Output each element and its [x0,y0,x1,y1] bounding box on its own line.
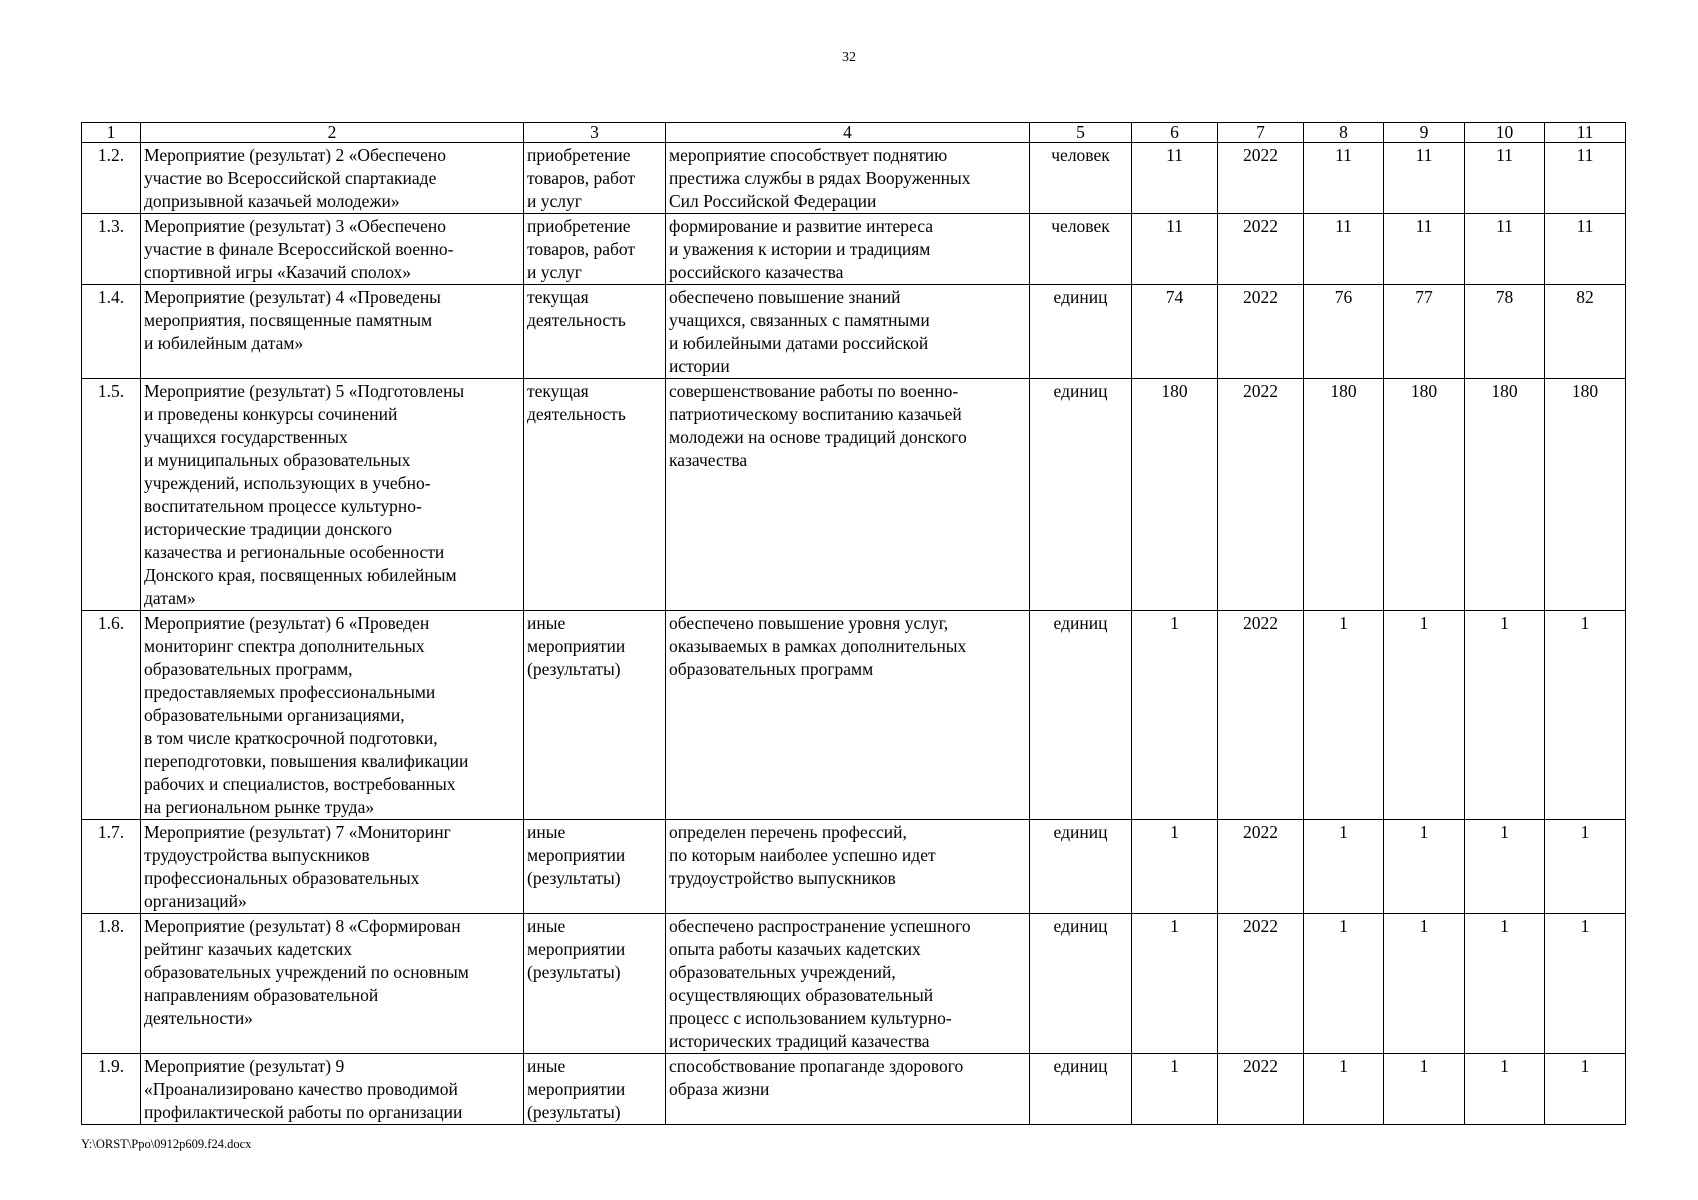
base-year: 2022 [1218,820,1304,914]
file-path-footer: Y:\ORST\Ppo\0912p609.f24.docx [81,1137,252,1151]
row-number: 1.2. [82,143,141,214]
table-row [82,611,1626,820]
column-header: 4 [666,123,1030,143]
value-col-11: 1 [1545,820,1626,914]
measure-characteristic: обеспечено повышение знаний учащихся, связанных с памятными и юбилейными датами российской истории [666,285,1030,379]
measure-title: Мероприятие (результат) 4 «Проведены мероприятия, посвященные памятным и юбилейным датам» [141,285,524,379]
measure-type: иные мероприятии (результаты) [524,820,666,914]
measure-type: иные мероприятии (результаты) [524,611,666,820]
value-col-8: 1 [1304,1054,1384,1125]
measure-type: иные мероприятии (результаты) [524,1054,666,1125]
table-row [82,214,1626,285]
measure-type: приобретение товаров, работ и услуг [524,143,666,214]
row-number: 1.7. [82,820,141,914]
table-row [82,143,1626,214]
value-col-10: 11 [1465,143,1545,214]
value-col-10: 78 [1465,285,1545,379]
measures-table [81,122,1626,1125]
unit-of-measure: единиц [1030,379,1132,611]
value-col-8: 1 [1304,611,1384,820]
value-col-8: 1 [1304,914,1384,1054]
row-number: 1.3. [82,214,141,285]
measure-characteristic: способствование пропаганде здорового образа жизни [666,1054,1030,1125]
value-col-11: 1 [1545,914,1626,1054]
base-value: 11 [1132,143,1218,214]
unit-of-measure: единиц [1030,285,1132,379]
row-number: 1.6. [82,611,141,820]
measure-characteristic: обеспечено повышение уровня услуг, оказываемых в рамках дополнительных образовательных программ [666,611,1030,820]
value-col-11: 1 [1545,1054,1626,1125]
column-header: 3 [524,123,666,143]
unit-of-measure: единиц [1030,820,1132,914]
base-value: 1 [1132,611,1218,820]
column-header: 7 [1218,123,1304,143]
column-header: 2 [141,123,524,143]
base-year: 2022 [1218,379,1304,611]
row-number: 1.5. [82,379,141,611]
row-number: 1.8. [82,914,141,1054]
measure-type: текущая деятельность [524,285,666,379]
base-value: 1 [1132,914,1218,1054]
base-year: 2022 [1218,1054,1304,1125]
measure-characteristic: совершенствование работы по военно- патриотическому воспитанию казачьей молодежи на основе традиций донского казачества [666,379,1030,611]
base-year: 2022 [1218,143,1304,214]
value-col-10: 1 [1465,820,1545,914]
table-row [82,914,1626,1054]
base-value: 180 [1132,379,1218,611]
measure-title: Мероприятие (результат) 6 «Проведен мониторинг спектра дополнительных образовательных программ, предоставляемых профессиональными образовательными организациями, в том числе краткосрочной подготовки, переподготовки, повышения квалификации рабочих и специалистов, востребованных на региональном рынке труда» [141,611,524,820]
value-col-9: 1 [1384,611,1465,820]
value-col-8: 11 [1304,214,1384,285]
value-col-10: 1 [1465,1054,1545,1125]
base-year: 2022 [1218,214,1304,285]
table-row [82,285,1626,379]
value-col-11: 180 [1545,379,1626,611]
table-row [82,820,1626,914]
base-value: 1 [1132,1054,1218,1125]
table-row [82,1054,1626,1125]
column-header: 8 [1304,123,1384,143]
row-number: 1.9. [82,1054,141,1125]
measure-title: Мероприятие (результат) 2 «Обеспечено участие во Всероссийской спартакиаде допризывной казачьей молодежи» [141,143,524,214]
value-col-8: 180 [1304,379,1384,611]
unit-of-measure: человек [1030,143,1132,214]
base-year: 2022 [1218,914,1304,1054]
base-value: 74 [1132,285,1218,379]
value-col-9: 11 [1384,143,1465,214]
value-col-10: 1 [1465,914,1545,1054]
measure-title: Мероприятие (результат) 3 «Обеспечено участие в финале Всероссийской военно- спортивной игры «Казачий сполох» [141,214,524,285]
measure-type: иные мероприятии (результаты) [524,914,666,1054]
column-header: 11 [1545,123,1626,143]
column-header: 9 [1384,123,1465,143]
value-col-9: 11 [1384,214,1465,285]
column-header: 5 [1030,123,1132,143]
row-number: 1.4. [82,285,141,379]
value-col-10: 180 [1465,379,1545,611]
measure-title: Мероприятие (результат) 5 «Подготовлены и проведены конкурсы сочинений учащихся государственных и муниципальных образовательных учреждений, использующих в учебно- воспитательном процессе культурно- исторические традиции донского казачества и региональные особенности Донского края, посвященных юбилейным датам» [141,379,524,611]
table-row [82,379,1626,611]
value-col-11: 11 [1545,214,1626,285]
column-header: 6 [1132,123,1218,143]
value-col-10: 1 [1465,611,1545,820]
value-col-9: 1 [1384,1054,1465,1125]
measure-characteristic: мероприятие способствует поднятию престижа службы в рядах Вооруженных Сил Российской Федерации [666,143,1030,214]
measure-title: Мероприятие (результат) 7 «Мониторинг трудоустройства выпускников профессиональных образовательных организаций» [141,820,524,914]
value-col-8: 11 [1304,143,1384,214]
value-col-11: 1 [1545,611,1626,820]
unit-of-measure: человек [1030,214,1132,285]
measure-type: приобретение товаров, работ и услуг [524,214,666,285]
value-col-9: 77 [1384,285,1465,379]
value-col-9: 1 [1384,914,1465,1054]
base-value: 11 [1132,214,1218,285]
value-col-9: 180 [1384,379,1465,611]
value-col-9: 1 [1384,820,1465,914]
measure-characteristic: обеспечено распространение успешного опыта работы казачьих кадетских образовательных учреждений, осуществляющих образовательный процесс с использованием культурно- исторических традиций казачества [666,914,1030,1054]
base-year: 2022 [1218,611,1304,820]
measure-title: Мероприятие (результат) 9 «Проанализировано качество проводимой профилактической работы по организации [141,1054,524,1125]
value-col-11: 11 [1545,143,1626,214]
value-col-8: 76 [1304,285,1384,379]
base-year: 2022 [1218,285,1304,379]
unit-of-measure: единиц [1030,914,1132,1054]
value-col-10: 11 [1465,214,1545,285]
value-col-11: 82 [1545,285,1626,379]
measure-title: Мероприятие (результат) 8 «Сформирован рейтинг казачьих кадетских образовательных учреждений по основным направлениям образовательной деятельности» [141,914,524,1054]
unit-of-measure: единиц [1030,1054,1132,1125]
measure-characteristic: определен перечень профессий, по которым наиболее успешно идет трудоустройство выпускников [666,820,1030,914]
table-header-row [82,123,1626,143]
value-col-8: 1 [1304,820,1384,914]
measure-characteristic: формирование и развитие интереса и уважения к истории и традициям российского казачества [666,214,1030,285]
unit-of-measure: единиц [1030,611,1132,820]
measure-type: текущая деятельность [524,379,666,611]
base-value: 1 [1132,820,1218,914]
page-number: 32 [842,50,856,65]
column-header: 10 [1465,123,1545,143]
column-header: 1 [82,123,141,143]
